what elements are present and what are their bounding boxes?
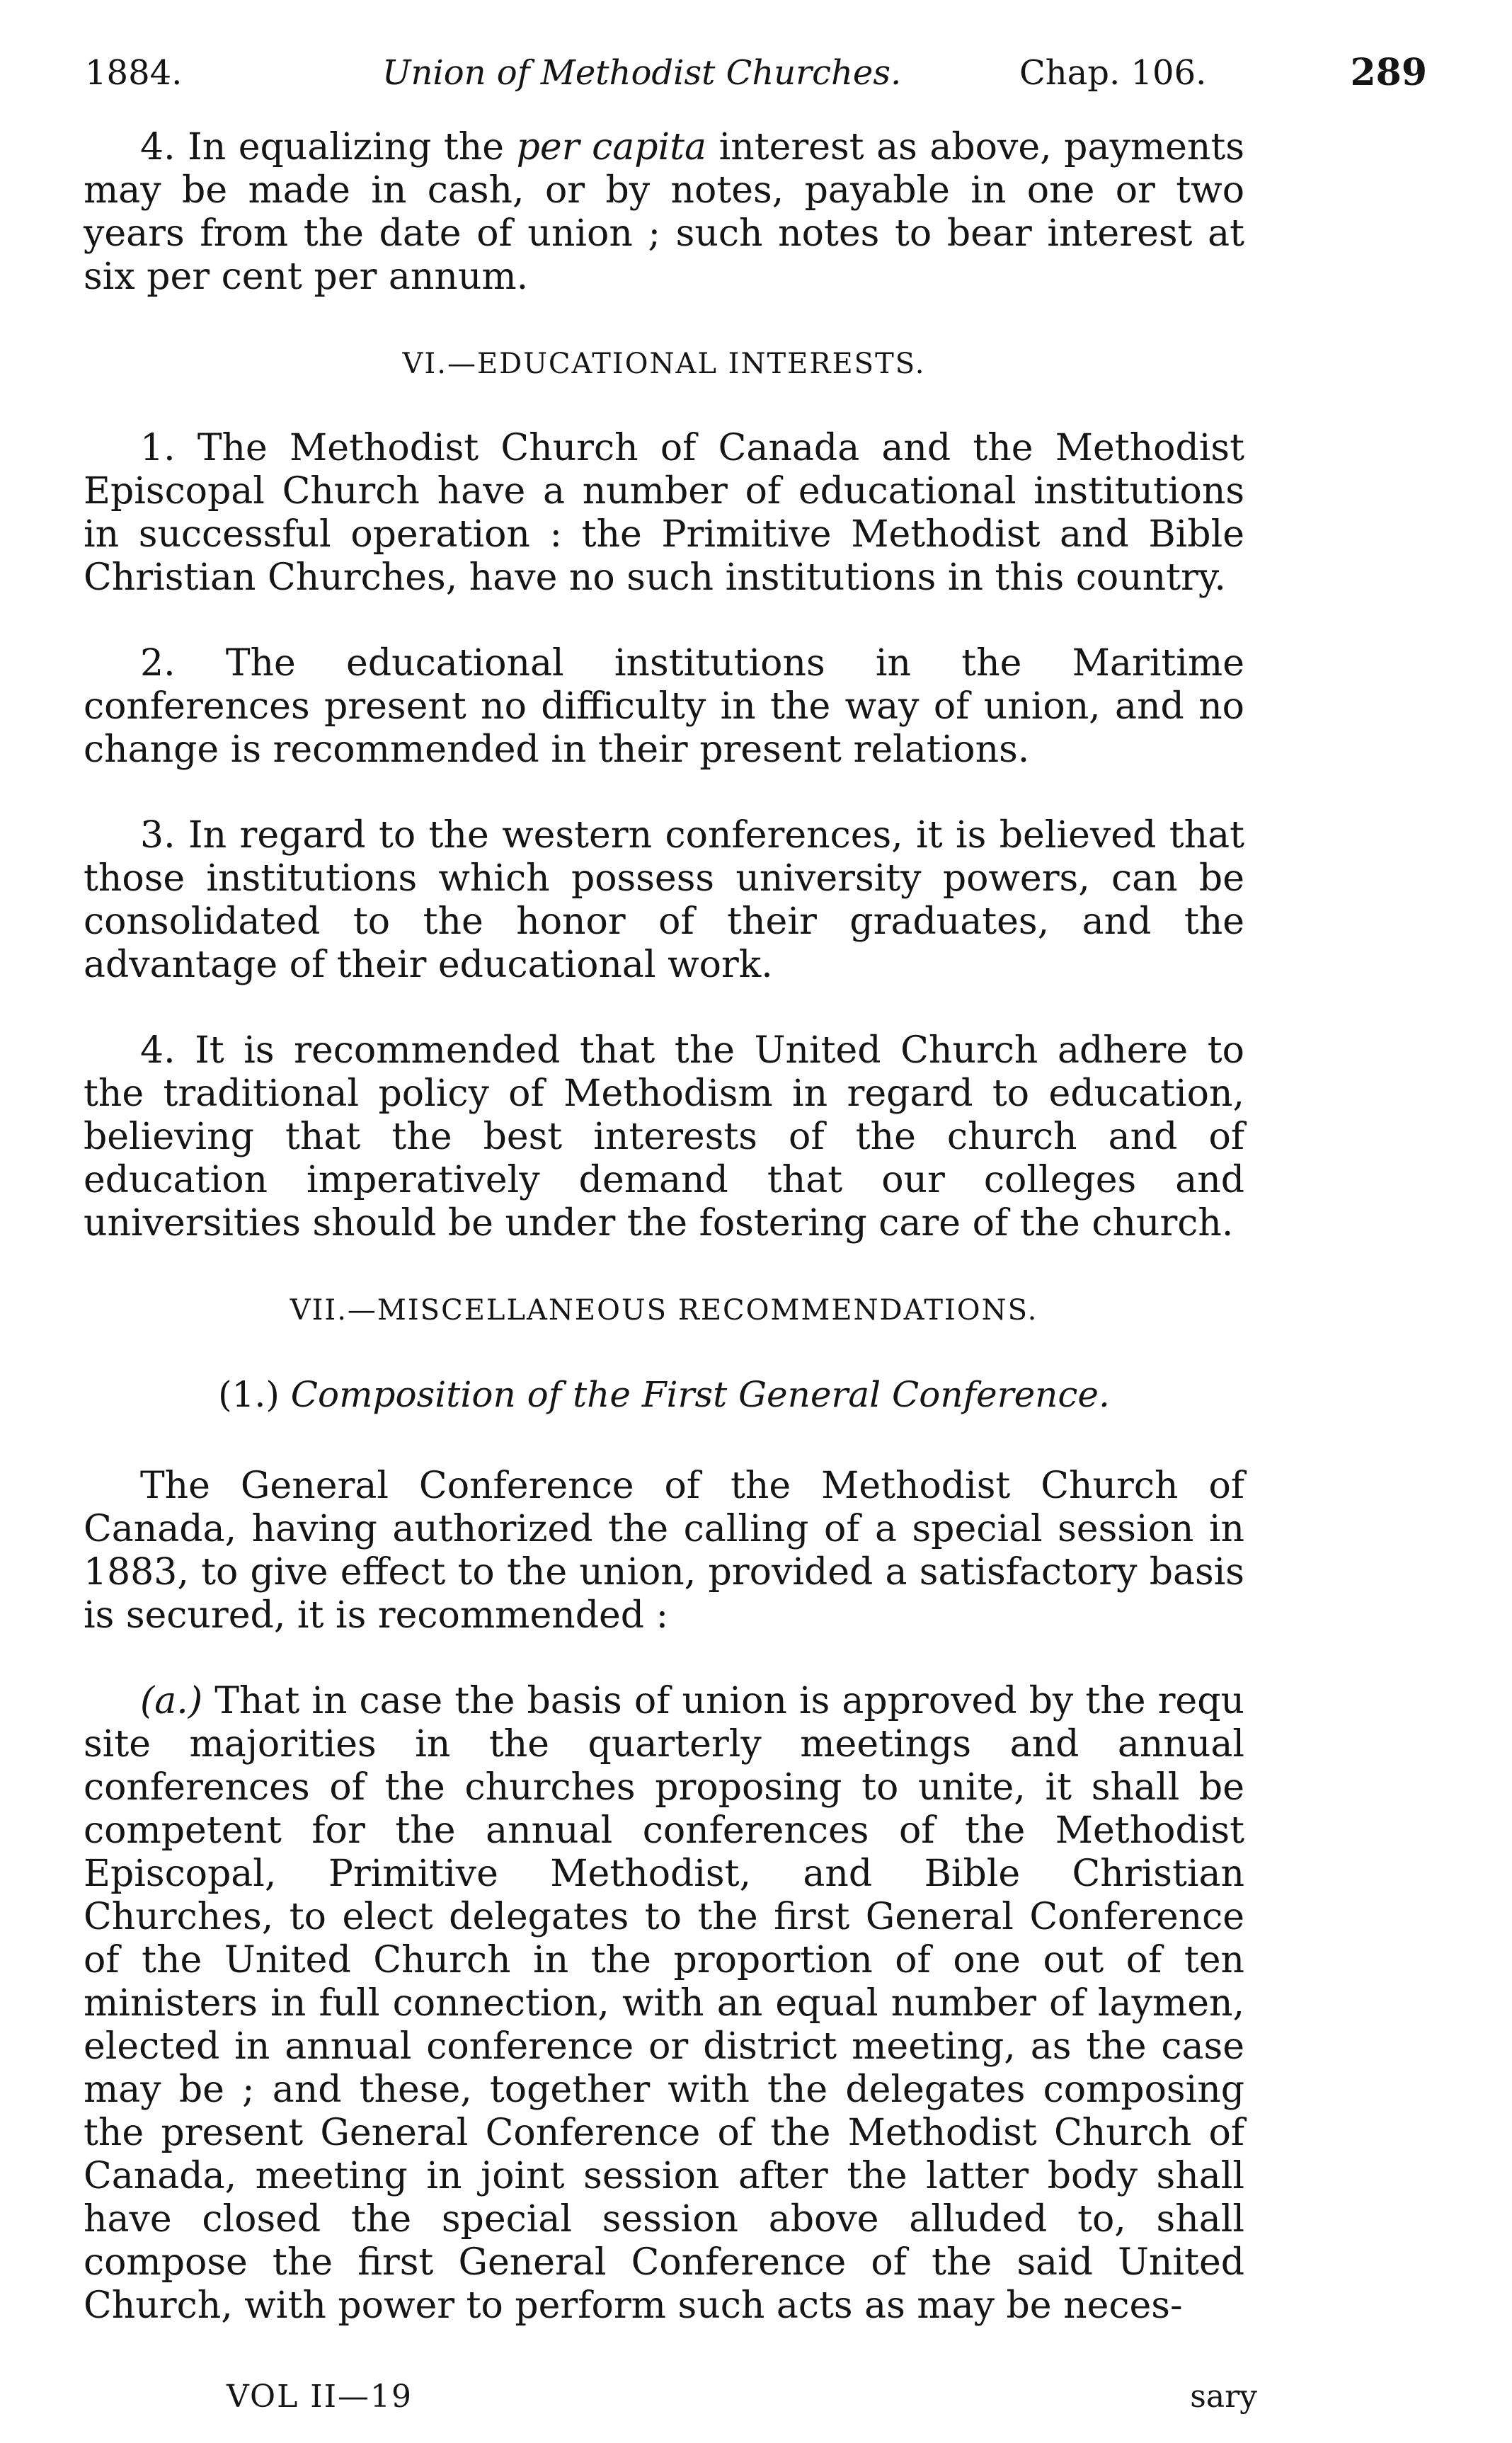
- paragraph-vii-a-label: (a.): [140, 1680, 203, 1722]
- paragraph-4-italic: per capita: [516, 126, 707, 168]
- body-text: [84, 126, 1244, 2328]
- paragraph-vi-1: 1. The Methodist Church of Canada and the Methodist Episcopal Church have a number of educational institutions in successful operation : the Primitive Methodist and Bible Christian Churches, have no such institutions in this country.: [84, 427, 1244, 599]
- subheading-title: Composition of the First General Conference.: [290, 1374, 1110, 1415]
- running-head-title: Union of Methodist Churches.: [382, 53, 902, 93]
- section-heading-miscellaneous: VII.—MISCELLANEOUS RECOMMENDATIONS.: [290, 1294, 1038, 1327]
- running-head-year: 1884.: [85, 53, 183, 93]
- paragraph-vi-2: 2. The educational institutions in the Maritime conferences present no difficulty in the way of union, and no change is recommended in their present relations.: [84, 642, 1244, 771]
- paragraph-vii-a-text: That in case the basis of union is approved by the requ site majorities in the quarterly meetings and annual conferences of the churches proposing to unite, it shall be competent for the annual conferences of the Methodist Episcopal, Primitive Methodist, and Bible Christian Churches, to elect delegates to the first General Conference of the United Church in the proportion of one out of ten ministers in full connection, with an equal number of laymen, elected in annual conference or district meeting, as the case may be ; and these, together with the delegates composing the present General Conference of the Methodist Church of Canada, meeting in joint session after the latter body shall have closed the special session above alluded to, shall compose the first General Conference of the said United Church, with power to perform such acts as may be neces-: [84, 1680, 1244, 2327]
- paragraph-4-per-capita: [84, 126, 1244, 299]
- subheading-number: (1.): [218, 1374, 280, 1415]
- running-head-chapter: Chap. 106.: [1019, 53, 1207, 93]
- running-head: [85, 48, 1427, 98]
- paragraph-4-rest: interest as above, payments may be made in cash, or by notes, payable in one or two years from the date of union ; such notes to bear interest at six per cent per annum.: [84, 126, 1245, 298]
- section-heading-educational: VI.—EDUCATIONAL INTERESTS.: [402, 348, 926, 380]
- catchword: sary: [1190, 2379, 1257, 2415]
- subheading-composition: [84, 1373, 1244, 1417]
- paragraph-vi-4: 4. It is recommended that the United Church adhere to the traditional policy of Methodism in regard to education, believing that the best interests of the church and of education imperatively demand that our colleges and universities should be under the fostering care of the church.: [84, 1029, 1244, 1245]
- paragraph-vii-a: [84, 1680, 1244, 2328]
- paragraph-4-lead: 4. In equalizing the: [140, 126, 517, 168]
- page-number: 289: [1350, 51, 1427, 94]
- page-footer: [227, 2379, 1257, 2421]
- volume-signature: VOL II—19: [227, 2379, 413, 2415]
- paragraph-vii-intro: The General Conference of the Methodist Church of Canada, having authorized the calling of a special session in 1883, to give effect to the union, provided a satisfactory basis is secured, it is recommended :: [84, 1465, 1244, 1637]
- paragraph-vi-3: 3. In regard to the western conferences, it is believed that those institutions which possess university powers, can be consolidated to the honor of their graduates, and the advantage of their educational work.: [84, 814, 1244, 986]
